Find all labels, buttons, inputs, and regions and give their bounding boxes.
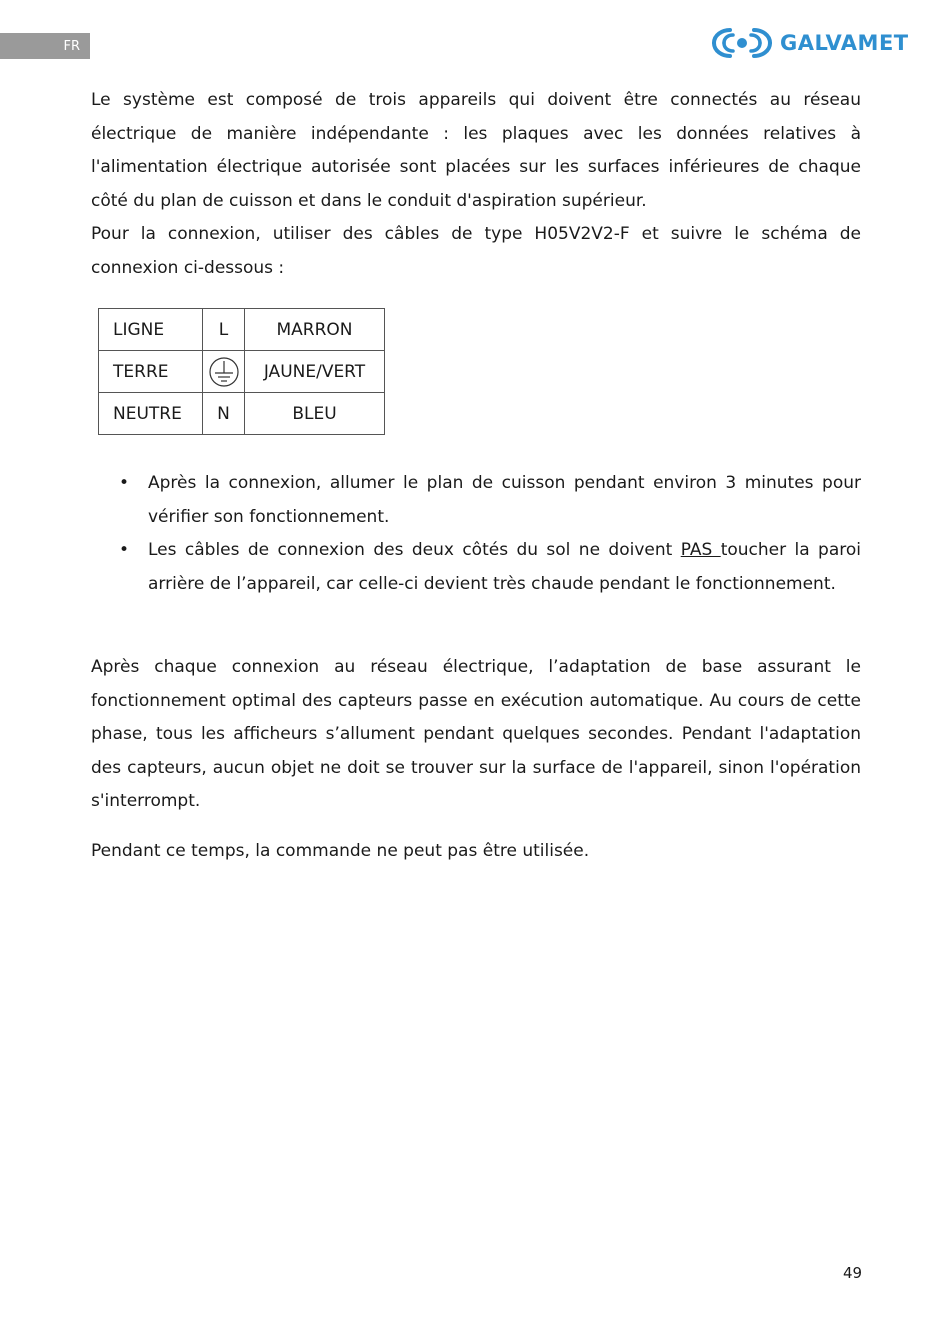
table-row xyxy=(99,393,385,435)
paragraph-sensor-adaptation: Après chaque connexion au réseau électrique, l’adaptation de base assurant le fonctionnement optimal des capteurs passe en exécution automatique. Au cours de cette phase, tous les afficheurs s’allument pendant quelques secondes. Pendant l'adaptation des capteurs, aucun objet ne doit se trouver sur la surface de l'appareil, sinon l'opération s'interrompt. xyxy=(91,657,861,811)
logo-text: GALVAMET xyxy=(780,31,909,55)
wire-color-cell: JAUNE/VERT xyxy=(245,351,385,393)
paragraph-control-note: Pendant ce temps, la commande ne peut pas être utilisée. xyxy=(91,840,590,861)
wiring-table xyxy=(98,308,385,435)
table-row xyxy=(99,309,385,351)
bullet-dot: • xyxy=(119,473,130,493)
paragraph-connection-instructions: Pour la connexion, utiliser des câbles de type H05V2V2-F et suivre le schéma de connexion ci-dessous : xyxy=(91,224,861,278)
wire-symbol-cell: L xyxy=(203,309,245,351)
bullet-text: Après la connexion, allumer le plan de cuisson pendant environ 3 minutes pour vérifier son fonctionnement. xyxy=(148,473,861,527)
wire-symbol-cell: N xyxy=(203,393,245,435)
wire-name-cell: NEUTRE xyxy=(99,393,203,435)
paragraph-system-description: Le système est composé de trois appareils qui doivent être connectés au réseau électrique de manière indépendante : les plaques avec les données relatives à l'alimentation électrique autorisée sont placées sur les surfaces inférieures de chaque côté du plan de cuisson et dans le conduit d'aspiration supérieur. xyxy=(91,90,861,211)
logo-waves-icon xyxy=(708,26,776,60)
bullet-dot: • xyxy=(119,540,130,560)
list-item xyxy=(91,467,861,534)
page-number: 49 xyxy=(843,1264,863,1282)
brand-logo xyxy=(708,26,909,60)
table-row xyxy=(99,351,385,393)
bullet-list xyxy=(91,467,861,601)
wire-symbol-cell xyxy=(203,351,245,393)
language-tab xyxy=(0,33,90,59)
bullet-text-pre: Les câbles de connexion des deux côtés du sol ne doivent xyxy=(148,540,681,560)
bullet-text-emphasis: PAS xyxy=(680,540,721,560)
wire-name-cell: LIGNE xyxy=(99,309,203,351)
language-label: FR xyxy=(63,38,80,54)
wire-color-cell: BLEU xyxy=(245,393,385,435)
wire-color-cell: MARRON xyxy=(245,309,385,351)
wire-name-cell: TERRE xyxy=(99,351,203,393)
bullet-text-post: toucher la paroi arrière de l’appareil, car celle-ci devient très chaude pendant le fonctionnement. xyxy=(148,540,861,594)
ground-icon xyxy=(208,356,240,388)
page-content xyxy=(91,84,861,868)
list-item xyxy=(91,534,861,601)
